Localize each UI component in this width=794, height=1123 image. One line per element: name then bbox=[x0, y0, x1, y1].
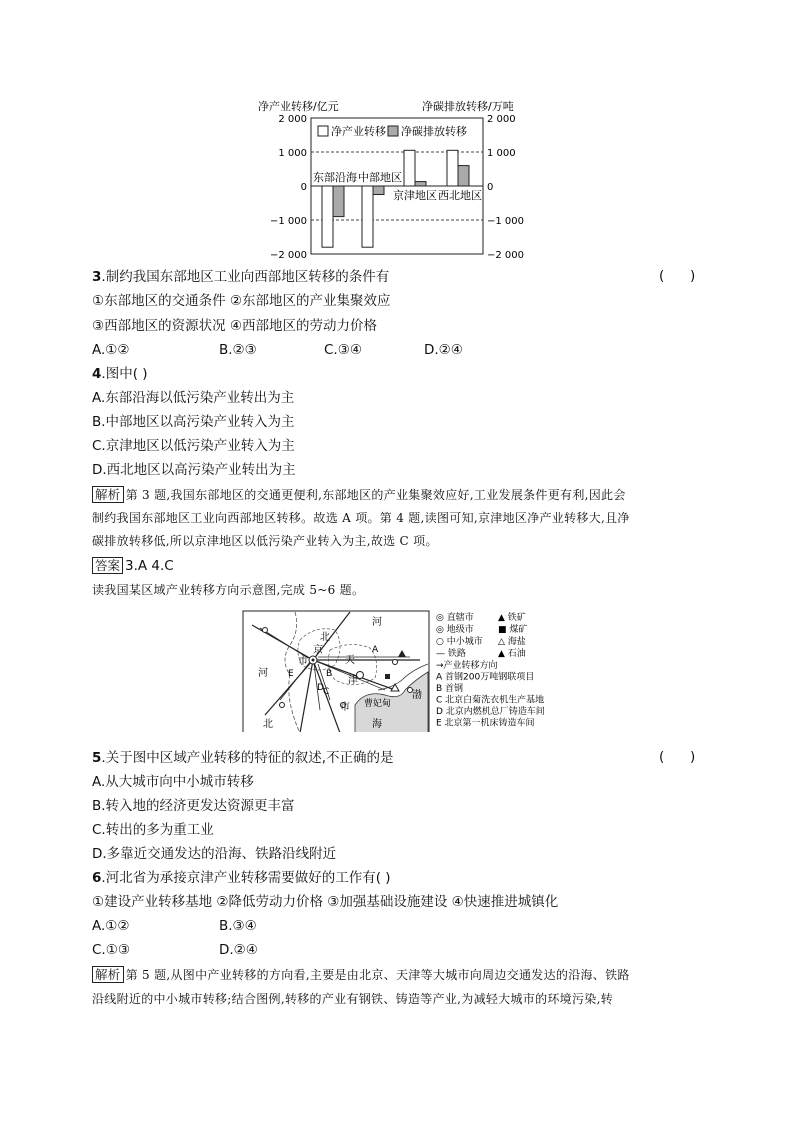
map-label-he-left: 河 bbox=[258, 668, 268, 679]
q6-choice-a: A.①② bbox=[92, 918, 130, 934]
right-tick-label: −2 000 bbox=[487, 250, 525, 261]
category-label-northwest: 西北地区 bbox=[438, 189, 482, 202]
legend-swatch-industry bbox=[318, 126, 328, 136]
analysis-tag: 解析 bbox=[92, 486, 124, 503]
map-legend-line: B 首钢 bbox=[436, 684, 464, 694]
map-legend-item: ◎ 直辖市 bbox=[436, 613, 474, 623]
analysis1-line2: 制约我国东部地区工业向西部地区转移。故选 A 项。第 4 题,读图可知,京津地区净产业转移大,且净 bbox=[92, 511, 630, 525]
map-label-bo: 渤 bbox=[412, 690, 422, 701]
q3-choice-a: A.①② bbox=[92, 342, 130, 358]
analysis1-line3: 碳排放转移低,所以京津地区以低污染产业转入为主,故选 C 项。 bbox=[92, 534, 438, 548]
q5-choice-d: D.多靠近交通发达的沿海、铁路沿线附近 bbox=[92, 846, 337, 862]
map-legend-item: ○ 中小城市 bbox=[436, 637, 483, 647]
chart-legend bbox=[318, 124, 467, 138]
map-legend-line: C 北京白菊洗衣机生产基地 bbox=[436, 695, 545, 706]
map-label-bei-top: 北 bbox=[320, 632, 330, 643]
map-legend-item: ▲ 石油 bbox=[498, 649, 526, 659]
map-label-jing: 京 bbox=[313, 645, 323, 656]
map-legend-line: E 北京第一机床铸造车间 bbox=[436, 718, 535, 729]
map-legend-item: — 铁路 bbox=[436, 649, 466, 659]
left-tick-label: 1 000 bbox=[278, 148, 307, 159]
q3-choice-d: D.②④ bbox=[424, 342, 463, 358]
transfer-direction-map bbox=[0, 600, 794, 732]
map-legend bbox=[436, 611, 545, 729]
map-label-caofeidian: 曹妃甸 bbox=[364, 699, 392, 709]
right-tick-label: 2 000 bbox=[487, 114, 516, 125]
industry-transfer-bar bbox=[447, 150, 458, 186]
map-legend-item: △ 海盐 bbox=[498, 637, 526, 647]
analysis2-line1: 第 5 题,从图中产业转移的方向看,主要是由北京、天津等大城市向周边交通发达的沿海、铁路 bbox=[125, 968, 630, 982]
category-label-east: 东部沿海 bbox=[313, 171, 357, 184]
q5-answer-paren: ( ) bbox=[659, 749, 696, 765]
category-label-central: 中部地区 bbox=[358, 171, 402, 184]
left-tick-label: 0 bbox=[300, 182, 307, 193]
carbon-transfer-bar bbox=[458, 166, 469, 186]
legend-label-carbon: 净碳排放转移 bbox=[401, 125, 467, 138]
carbon-transfer-bar bbox=[415, 182, 426, 186]
city-marker-4 bbox=[393, 660, 398, 665]
q4-choice-b: B.中部地区以高污染产业转入为主 bbox=[92, 414, 295, 430]
q4-choice-c: C.京津地区以低污染产业转入为主 bbox=[92, 438, 295, 454]
q3-choice-c: C.③④ bbox=[324, 342, 362, 358]
analysis-tag-2: 解析 bbox=[92, 966, 124, 983]
q3-answer-paren: ( ) bbox=[659, 268, 696, 284]
y-right-label: 净碳排放转移/万吨 bbox=[422, 100, 514, 113]
map-letter-a: A bbox=[372, 645, 379, 655]
map-intro: 读我国某区域产业转移方向示意图,完成 5~6 题。 bbox=[92, 583, 365, 597]
map-legend-line: →产业转移方向 bbox=[436, 661, 498, 671]
legend-swatch-carbon bbox=[388, 126, 398, 136]
industry-transfer-bar bbox=[322, 186, 333, 247]
q4-stem: .图中( ) bbox=[101, 366, 148, 382]
q5-number: 5 bbox=[92, 750, 102, 766]
q5-stem: .关于图中区域产业转移的特征的叙述,不正确的是 bbox=[101, 750, 394, 766]
map-letter-e: E bbox=[288, 669, 294, 679]
answer1-text: 3.A 4.C bbox=[125, 558, 174, 574]
q4-choice-a: A.东部沿海以低污染产业转出为主 bbox=[92, 390, 295, 406]
left-tick-label: −2 000 bbox=[269, 250, 307, 261]
answer-tag: 答案 bbox=[92, 557, 123, 574]
industry-transfer-bar bbox=[362, 186, 373, 247]
map-legend-line: A 首钢200万吨钢联项目 bbox=[436, 672, 535, 683]
map-legend-item: ■ 煤矿 bbox=[498, 625, 528, 635]
carbon-transfer-bar bbox=[373, 186, 384, 195]
map-label-hai: 海 bbox=[372, 719, 382, 730]
map-legend-item: ▲ 铁矿 bbox=[498, 613, 526, 623]
map-legend-item: ◎ 地级市 bbox=[436, 625, 474, 635]
city-marker-3 bbox=[263, 628, 268, 633]
map-label-bei-bottom: 北 bbox=[263, 719, 273, 730]
q5-choice-c: C.转出的多为重工业 bbox=[92, 822, 214, 838]
map-letter-b: B bbox=[326, 669, 333, 679]
map-label-tian: 天 bbox=[345, 655, 355, 666]
left-tick-label: −1 000 bbox=[269, 216, 307, 227]
q6-options-row: ①建设产业转移基地 ②降低劳动力价格 ③加强基础设施建设 ④快速推进城镇化 bbox=[92, 894, 559, 910]
analysis2-line2: 沿线附近的中小城市转移;结合图例,转移的产业有钢铁、铸造等产业,为减轻大城市的环境污染,转 bbox=[92, 992, 613, 1006]
q4-choice-d: D.西北地区以高污染产业转出为主 bbox=[92, 462, 296, 478]
legend-label-industry: 净产业转移 bbox=[331, 125, 386, 138]
q3-choice-b: B.②③ bbox=[219, 342, 257, 358]
right-tick-label: 0 bbox=[487, 182, 494, 193]
map-label-shi2: 市 bbox=[340, 702, 350, 713]
beijing-marker-dot bbox=[312, 659, 315, 662]
map-letter-c: C bbox=[323, 687, 330, 697]
q5-choice-b: B.转入地的经济更发达资源更丰富 bbox=[92, 798, 295, 814]
map-label-shi1: 市 bbox=[298, 656, 308, 667]
coal-mine-marker bbox=[385, 674, 390, 679]
industry-transfer-bar bbox=[404, 150, 415, 186]
right-tick-label: −1 000 bbox=[487, 216, 525, 227]
right-tick-label: 1 000 bbox=[487, 148, 516, 159]
y-left-label: 净产业转移/亿元 bbox=[258, 100, 339, 113]
analysis1-line1: 第 3 题,我国东部地区的交通更便利,东部地区的产业集聚效应好,工业发展条件更有利,因此会 bbox=[125, 488, 626, 502]
industry-transfer-chart bbox=[0, 0, 794, 262]
city-marker-1 bbox=[280, 703, 285, 708]
q6-choice-b: B.③④ bbox=[219, 918, 257, 934]
q6-choice-c: C.①③ bbox=[92, 942, 130, 958]
q6-number: 6 bbox=[92, 870, 102, 886]
q3-options-row1: ①东部地区的交通条件 ②东部地区的产业集聚效应 bbox=[92, 293, 391, 309]
q6-stem: .河北省为承接京津产业转移需要做好的工作有( ) bbox=[101, 870, 391, 886]
q4-number: 4 bbox=[92, 366, 102, 382]
q5-choice-a: A.从大城市向中小城市转移 bbox=[92, 774, 254, 790]
left-tick-label: 2 000 bbox=[278, 114, 307, 125]
map-legend-line: D 北京内燃机总厂铸造车间 bbox=[436, 707, 545, 717]
q3-number: 3 bbox=[92, 269, 102, 285]
q3-options-row2: ③西部地区的资源状况 ④西部地区的劳动力价格 bbox=[92, 318, 377, 334]
map-letter-d: D bbox=[317, 683, 324, 693]
carbon-transfer-bar bbox=[333, 186, 344, 217]
category-label-jingjin: 京津地区 bbox=[393, 189, 437, 202]
q6-choice-d: D.②④ bbox=[219, 942, 258, 958]
map-label-jin: 津 bbox=[348, 675, 358, 686]
map-label-he-top: 河 bbox=[372, 617, 382, 628]
q3-stem: .制约我国东部地区工业向西部地区转移的条件有 bbox=[101, 269, 390, 285]
